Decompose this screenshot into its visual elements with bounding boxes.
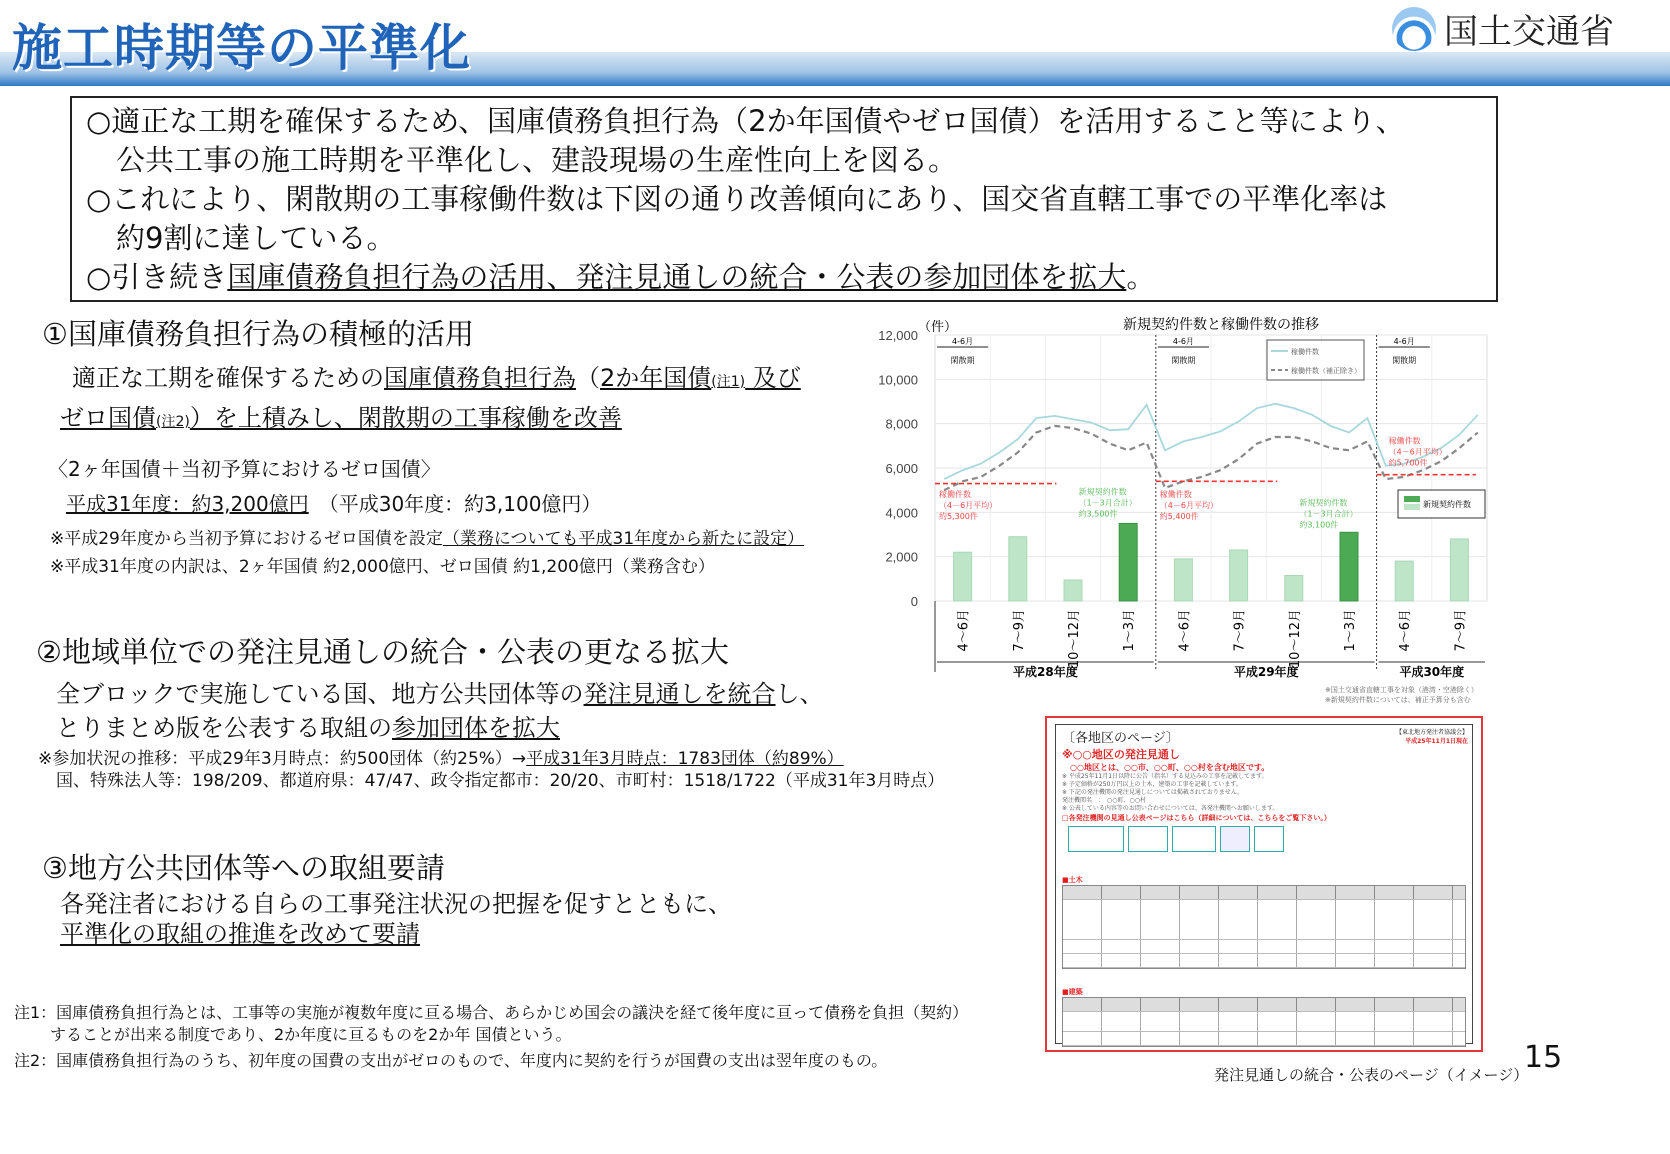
thumb-agency-boxes: [1068, 826, 1466, 852]
section3-line1: 各発注者における自らの工事発注状況の把握を促すとともに、: [60, 890, 732, 918]
page-title: 施工時期等の平準化: [12, 19, 471, 77]
total-annotation: 新規契約件数: [1299, 498, 1348, 508]
section3-line2: [60, 914, 420, 949]
section1-line1: [72, 358, 801, 393]
section1-heading: ①国庫債務負担行為の積極的活用: [42, 317, 474, 351]
text: 全ブロックで実施している国、地方公共団体等の: [56, 680, 584, 708]
thumb-red-title: ※○○地区の発注見通し: [1062, 748, 1180, 761]
bar-new-contracts: [1230, 550, 1248, 601]
total-annotation: 新規契約件数: [1078, 487, 1127, 497]
offseason-label: 4-6月: [1172, 337, 1194, 346]
legend-label: 稼働件数（補正除き）: [1291, 367, 1361, 375]
total-annotation: 約3,500件: [1078, 509, 1118, 519]
average-annotation: 稼働件数: [1159, 489, 1192, 499]
text: （業務についても平成31年度から新たに設定）: [442, 529, 805, 549]
summary-line: [86, 258, 1482, 297]
text: ）を上積みし、閑散期の工事稼働を改善: [189, 404, 622, 432]
offseason-sub: 閑散期: [1171, 356, 1196, 365]
summary-line: 公共工事の施工時期を平準化し、建設現場の生産性向上を図る。: [116, 143, 958, 177]
chart-title: 新規契約件数と稼働件数の推移: [1123, 317, 1319, 333]
average-annotation: 稼働件数: [1388, 436, 1421, 446]
chart-note: ※国土交通省直轄工事を対象（港湾・空港除く）: [1325, 686, 1478, 694]
section2-heading: ②地域単位での発注見通しの統合・公表の更なる拡大: [36, 635, 729, 669]
thumb-note: ※ 下記の発注機関の発注見通しについては掲載されておりません。: [1062, 789, 1244, 796]
average-annotation: （4－6月平均）: [1159, 500, 1218, 510]
note-ref: (注2): [156, 414, 190, 430]
legend-label: 稼働件数: [1291, 348, 1319, 356]
ministry-name: 国土交通省: [1444, 12, 1614, 52]
total-annotation: （1－3月合計）: [1299, 509, 1358, 519]
text: 国庫債務負担行為: [384, 364, 576, 392]
text: （平成30年度：約3,100億円）: [328, 492, 602, 516]
total-annotation: 約3,100件: [1299, 520, 1339, 530]
thumb-heading: 〔各地区のページ〕: [1062, 731, 1179, 746]
page-number: 15: [1524, 1040, 1563, 1075]
offseason-label: 4-6月: [952, 337, 974, 346]
text: 平成31年度：約3,200億円: [66, 492, 309, 516]
text: 参加団体を拡大: [392, 714, 560, 742]
section2-note2: 国、特殊法人等：198/209、都道府県：47/47、政令指定都市：20/20、市町村：1518/1722（平成31年3月時点）: [56, 771, 945, 791]
section1-note2: ※平成31年度の内訳は、2ヶ年国債 約2,000億円、ゼロ国債 約1,200億円（業務含む）: [50, 557, 715, 577]
thumb-note: ※ 平成25年11月1日以降に公告（指名）する見込みの工事を記載してます。: [1062, 773, 1268, 780]
thumb-note: 発注機関名 ： ○○町、○○村: [1062, 797, 1146, 804]
bar-new-contracts: [1119, 523, 1137, 601]
average-annotation: 約5,400件: [1159, 511, 1199, 521]
average-annotation: （4－6月平均）: [1388, 447, 1447, 457]
footnote-1: [14, 1002, 968, 1046]
ministry-logo: [1392, 4, 1614, 53]
text: 平準化の取組の推進を改めて要請: [60, 920, 420, 948]
bar-new-contracts: [1009, 537, 1027, 601]
offseason-label: 4-6月: [1393, 337, 1415, 346]
thumb-org: [1396, 727, 1468, 745]
section1-note1: [50, 524, 804, 549]
section2-line2: [56, 708, 560, 743]
chart-note: ※新規契約件数については、補正予算分も含む: [1325, 696, 1471, 704]
text: ※平成29年度から当初予算におけるゼロ国債を設定: [50, 529, 443, 549]
summary-line: 約9割に達している。: [116, 221, 396, 255]
bar-new-contracts: [1395, 561, 1413, 601]
note-ref: (注1): [711, 374, 746, 390]
text: 平成25年11月1日現在: [1405, 738, 1468, 745]
average-annotation: 稼働件数: [939, 489, 971, 499]
summary-box: [70, 96, 1498, 302]
thumb-note: ※ 公表している内容等のお問い合わせについては、各発注機関へお願いします。: [1062, 805, 1279, 812]
text: 及び: [745, 364, 801, 392]
thumb-red-sub: ○○地区とは、○○市、○○町、○○村を含む地区です。: [1070, 763, 1270, 772]
offseason-sub: 閑散期: [1392, 356, 1417, 365]
thumb-table: [1062, 997, 1466, 1047]
x-tick-label: 1～3月: [1122, 609, 1138, 652]
x-tick-label: 10～12月: [1287, 609, 1303, 669]
average-annotation: （4－6月平均）: [939, 500, 998, 510]
text: 適正な工期を確保するための: [72, 364, 384, 392]
x-tick-label: 7～9月: [1232, 609, 1248, 652]
y-tick-label: 12,000: [878, 328, 918, 343]
average-annotation: 約5,300件: [939, 511, 978, 521]
footnote-2: 注2：国庫債務負担行為のうち、初年度の国費の支出がゼロのもので、年度内に契約を行うが国費の支出は翌年度のもの。: [14, 1051, 888, 1070]
year-label: 平成28年度: [1013, 665, 1078, 679]
text: ※参加状況の推移：平成29年3月時点：約500団体（約25%）→: [38, 749, 527, 769]
text: 平成31年3月時点：1783団体（約89%）: [526, 749, 844, 769]
x-tick-label: 4～6月: [956, 609, 972, 652]
x-tick-label: 4～6月: [1398, 609, 1414, 652]
year-label: 平成29年度: [1233, 665, 1299, 679]
thumb-cat: ■建築: [1062, 988, 1083, 996]
thumb-cat: ■土木: [1062, 876, 1083, 884]
thumb-caption: 発注見通しの統合・公表のページ（イメージ）: [1214, 1066, 1529, 1084]
x-tick-label: 10～12月: [1067, 609, 1082, 669]
section1-subheading: 〈2ヶ年国債＋当初予算におけるゼロ国債〉: [48, 457, 441, 481]
year-label: 平成30年度: [1399, 665, 1465, 679]
text: 注1：国庫債務負担行為とは、工事等の実施が複数年度に亘る場合、あらかじめ国会の議決を経て後年度に亘って債務を負担（契約）: [14, 1003, 969, 1022]
summary-line: ○これにより、閑散期の工事稼働件数は下図の通り改善傾向にあり、国交省直轄工事での平準化率は: [86, 182, 1388, 216]
x-tick-label: 4～6月: [1177, 609, 1193, 652]
section1-line2: [60, 398, 622, 433]
bar-new-contracts: [1450, 539, 1468, 601]
bar-new-contracts: [954, 552, 972, 601]
section2-line1: [56, 674, 824, 709]
legend-label: 新規契約件数: [1423, 500, 1471, 509]
text: ゼロ国債: [60, 404, 156, 432]
chart: [870, 310, 1510, 710]
x-tick-label: 7～9月: [1011, 609, 1027, 652]
summary-text: ○引き続き: [86, 260, 228, 294]
thumb-note: ※ 予定価格が250万円以上の土木、建築の工事を記載しています。: [1062, 781, 1242, 788]
text: 2か年国債: [600, 364, 712, 392]
text: し、: [775, 680, 824, 708]
offseason-sub: 閑散期: [950, 356, 975, 365]
outlook-page-image: [1045, 716, 1483, 1052]
mlit-logo-icon: [1392, 7, 1436, 51]
section3-heading: ③地方公共団体等への取組要請: [42, 851, 445, 885]
summary-text: 。: [1126, 260, 1156, 294]
bar-new-contracts: [1064, 580, 1082, 601]
bar-new-contracts: [1174, 559, 1192, 601]
y-tick-label: 0: [910, 594, 918, 609]
legend-swatch: [1404, 496, 1420, 502]
budget-amount: [66, 488, 601, 517]
bar-new-contracts: [1340, 532, 1358, 601]
thumb-link: □各発注機関の見通し公表ページはこちら（詳細については、こちらをご覧下さい。）: [1062, 814, 1331, 822]
text: することが出来る制度であり、2か年度に亘るものを2か年 国債という。: [50, 1025, 572, 1044]
y-tick-label: 2,000: [885, 549, 918, 565]
x-tick-label: 7～9月: [1453, 609, 1469, 652]
y-tick-label: 10,000: [878, 372, 918, 388]
text: 発注見通しを統合: [583, 680, 776, 708]
total-annotation: （1－3月合計）: [1078, 498, 1137, 508]
text: （: [576, 364, 600, 392]
legend-swatch: [1404, 504, 1420, 510]
y-tick-label: 8,000: [885, 416, 918, 432]
y-unit-label: （件）: [918, 320, 958, 335]
x-tick-label: 1～3月: [1343, 609, 1358, 652]
summary-line: ○適正な工期を確保するため、国庫債務負担行為（2か年国債やゼロ国債）を活用すること等により、: [86, 104, 1405, 138]
thumb-table: [1062, 885, 1466, 969]
summary-emphasis: 国庫債務負担行為の活用、発注見通しの統合・公表の参加団体を拡大: [227, 260, 1127, 294]
text: 【東北地方発注者協議会】: [1395, 729, 1468, 736]
y-tick-label: 6,000: [885, 461, 918, 476]
average-annotation: 約5,700件: [1388, 458, 1428, 468]
bar-new-contracts: [1285, 576, 1303, 601]
y-tick-label: 4,000: [885, 505, 918, 521]
text: とりまとめ版を公表する取組の: [56, 714, 392, 742]
